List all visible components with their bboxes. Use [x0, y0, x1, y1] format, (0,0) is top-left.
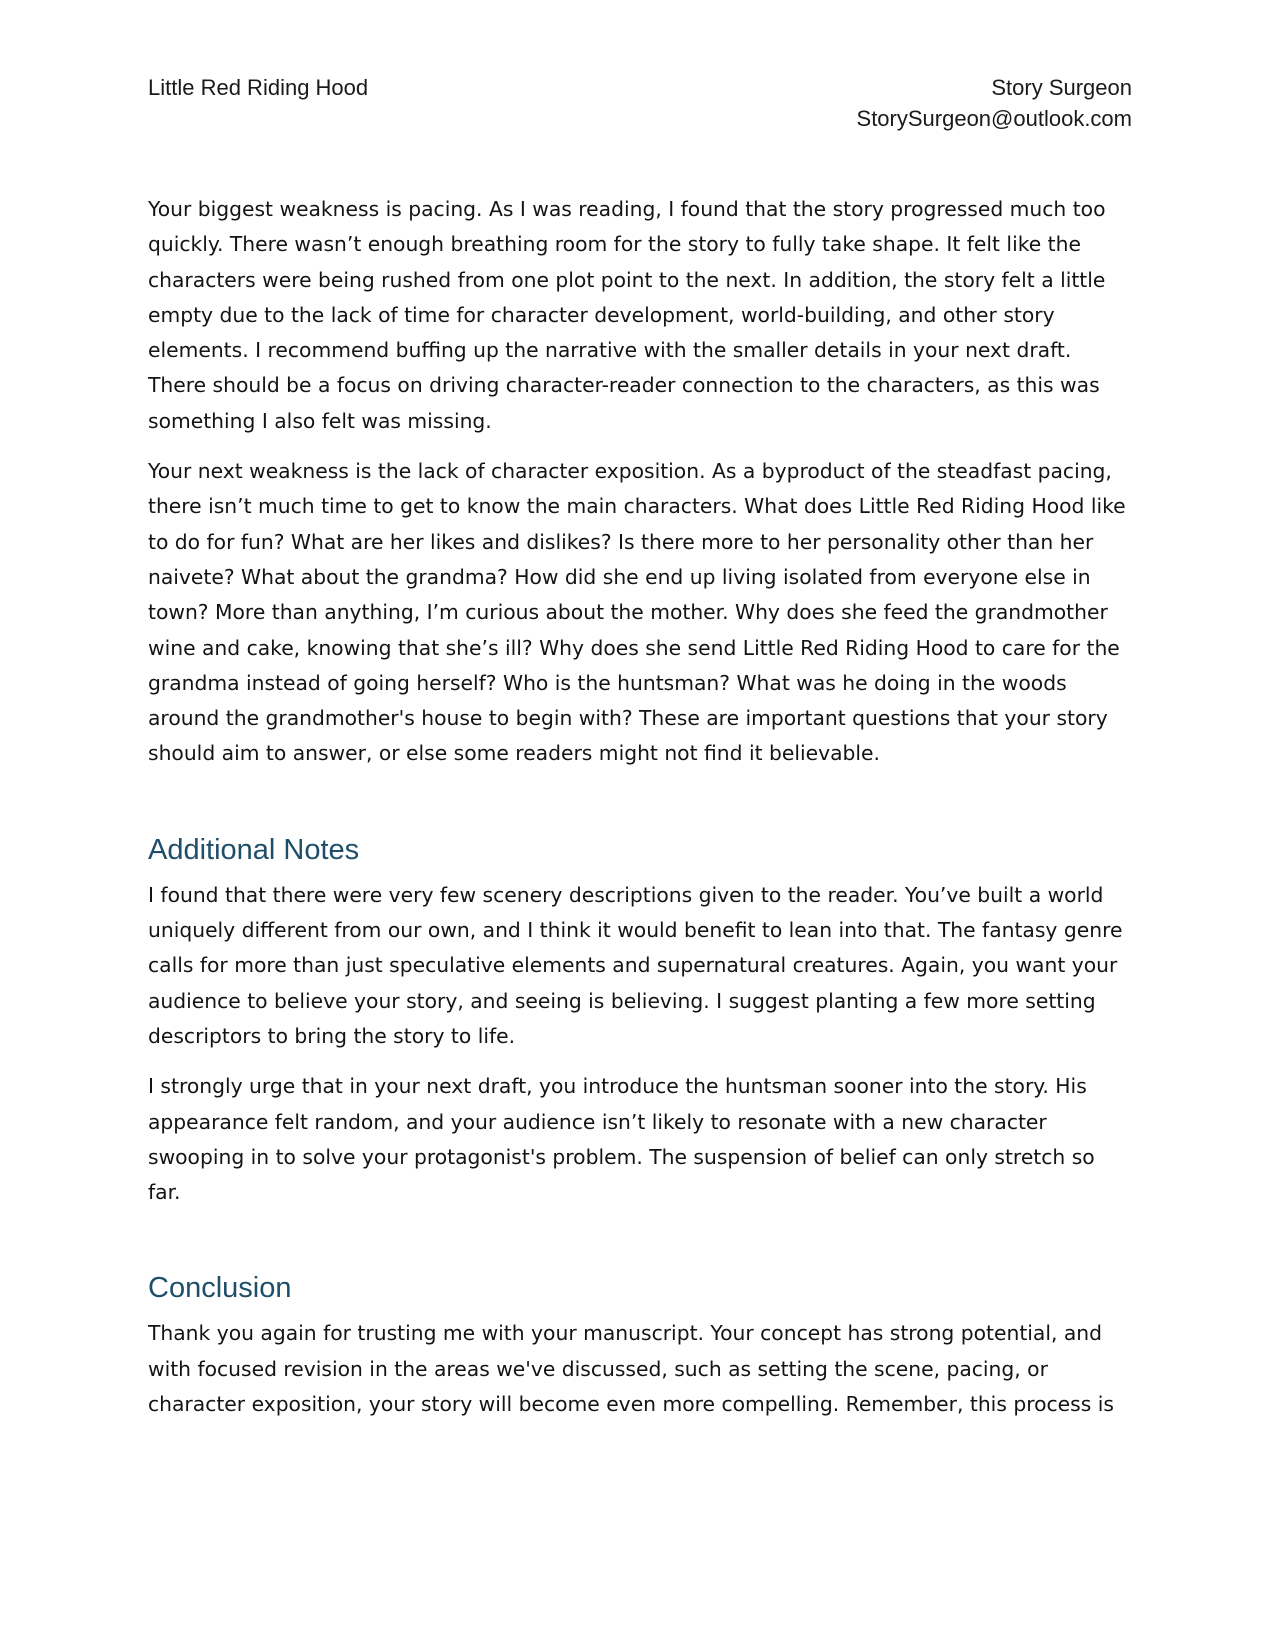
paragraph-scenery: I found that there were very few scenery descriptions given to the reader. You’ve built a world uniquely different from our own, and I think it would benefit to lean into that. The fantasy genre calls for more than just speculative elements and supernatural creatures. Again, you want your audience to believe your story, and seeing is believing. I suggest planting a few more setting descriptors to bring the story to life. — [148, 882, 1123, 1048]
section-spacer — [148, 1225, 1132, 1270]
additional-notes-heading: Additional Notes — [148, 833, 360, 866]
author-email: StorySurgeon@outlook.com — [856, 106, 1132, 131]
conclusion-heading: Conclusion — [148, 1272, 292, 1305]
paragraph-character-exposition: Your next weakness is the lack of character exposition. As a byproduct of the steadfast pacing, there isn’t much time to get to know the main characters. What does Little Red Riding Hood like to do for fun? What are her likes and dislikes? Is there more to her personality other than her naivete? What about the grandma? How did she end up living isolated from everyone else in town? More than anything, I’m curious about the mother. Why does she feed the grandmother wine and cake, knowing that she’s ill? Why does she send Little Red Riding Hood to care for the grandma instead of going herself? Who is the huntsman? What was he doing in the woods around the grandmother's house to begin with? These are important questions that your story should aim to answer, or else some readers might not find it believable. — [148, 459, 1126, 766]
author-block — [857, 72, 1132, 134]
section-spacer — [148, 787, 1132, 832]
paragraph-pacing: Your biggest weakness is pacing. As I was reading, I found that the story progressed much too quickly. There wasn’t enough breathing room for the story to fully take shape. It felt like the characters were being rushed from one plot point to the next. In addition, the story felt a little empty due to the lack of time for character development, world-building, and other story elements. I recommend buffing up the narrative with the smaller details in your next draft. There should be a focus on driving character-reader connection to the characters, as this was something I also felt was missing. — [148, 197, 1106, 433]
author-name: Story Surgeon — [991, 75, 1132, 100]
paragraph-huntsman: I strongly urge that in your next draft, you introduce the huntsman sooner into the story. His appearance felt random, and your audience isn’t likely to resonate with a new character swooping in to solve your protagonist's problem. The suspension of belief can only stretch so far. — [148, 1074, 1095, 1205]
paragraph-conclusion: Thank you again for trusting me with your manuscript. Your concept has strong potential, and with focused revision in the areas we've discussed, such as setting the scene, pacing, or character exposition, your story will become even more compelling. Remember, this process is — [148, 1321, 1114, 1417]
document-body — [148, 192, 1132, 1437]
document-title: Little Red Riding Hood — [148, 75, 369, 100]
